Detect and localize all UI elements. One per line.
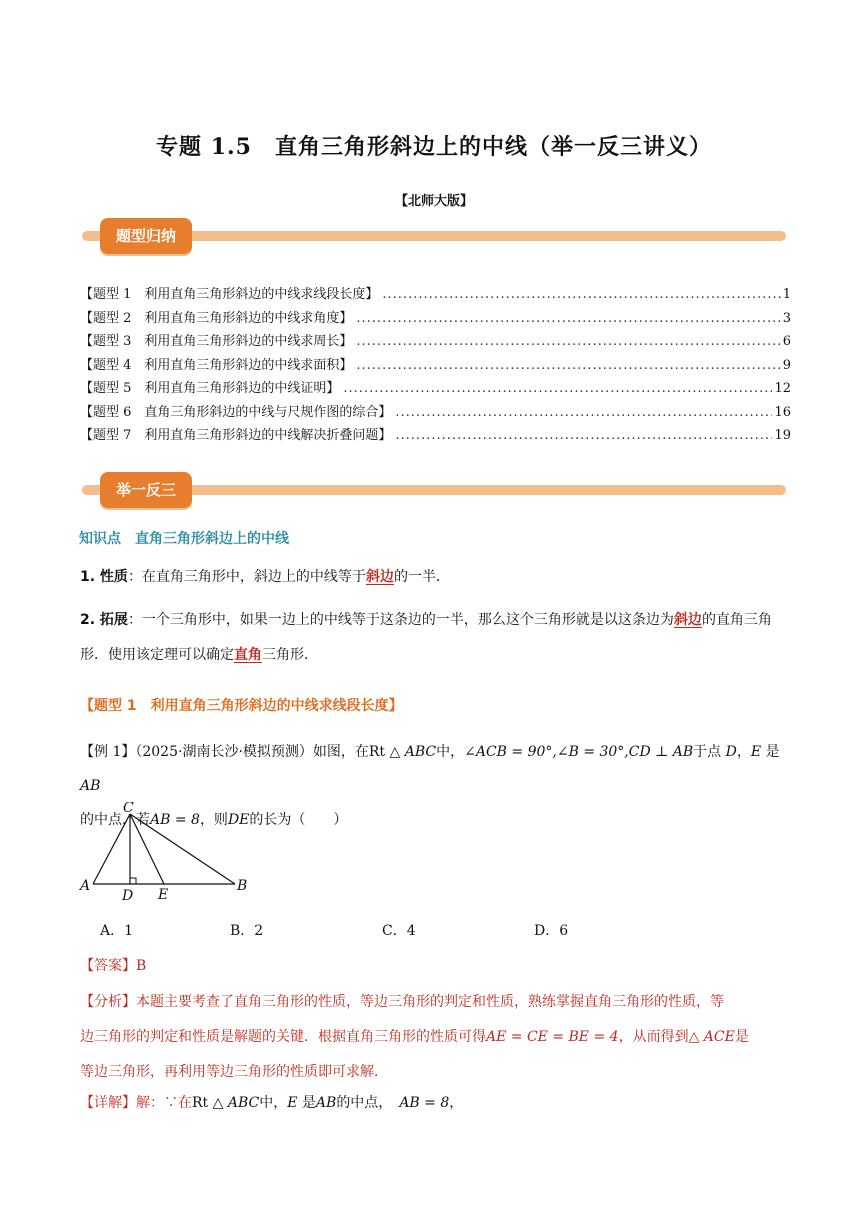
toc-page-number: 12 [774, 381, 791, 396]
document-title: 专题 1.5 直角三角形斜边上的中线（举一反三讲义） [156, 134, 712, 160]
toc-leader-dots [395, 401, 772, 425]
example-text: 的长为（ ） [249, 812, 348, 828]
fill-blank: 斜边 [673, 612, 702, 628]
math-rt: Rt △ [368, 744, 405, 760]
toc-entry[interactable] [80, 354, 791, 378]
section-banner-examples [82, 472, 786, 516]
toc-entry[interactable] [80, 307, 791, 331]
toc-leader-dots [356, 354, 780, 378]
toc-entry-label: 【题型 7 利用直角三角形斜边的中线解决折叠问题】 [80, 428, 392, 443]
math-var: AB [80, 778, 101, 794]
property-number: 2. 拓展 [80, 612, 128, 628]
edition-label: 【北师大版】 [394, 194, 473, 209]
example-tag: 【例 1】 [80, 744, 136, 760]
vertex-label-d: D [122, 888, 134, 904]
detail-text: 中， [259, 1095, 288, 1111]
analysis-text: 是 [734, 1029, 749, 1045]
toc-page-number: 3 [782, 310, 791, 326]
property-text: 的直角三角形．使用该定理可以确定 [80, 612, 772, 663]
analysis-text: 【分析】本题主要考查了直角三角形的性质，等边三角形的判定和性质，熟练掌握直角三角形的性质，等 [80, 994, 724, 1010]
math-var: E [287, 1095, 298, 1111]
table-of-contents [80, 283, 791, 448]
vertex-label-b: B [237, 878, 248, 894]
toc-entry-label: 【题型 3 利用直角三角形斜边的中线求周长】 [80, 334, 353, 349]
detail-line [80, 1092, 463, 1112]
toc-entry[interactable] [80, 283, 791, 307]
math-rt: Rt △ [192, 1095, 228, 1111]
example-text: 于点 [693, 744, 726, 760]
knowledge-point-heading [79, 528, 289, 548]
math-var: E [750, 744, 762, 760]
toc-leader-dots [395, 424, 772, 448]
property-2 [80, 603, 790, 673]
option-b[interactable]: B．2 [230, 923, 264, 939]
answer-options [100, 920, 568, 940]
toc-entry[interactable] [80, 377, 791, 401]
toc-entry-label: 【题型 4 利用直角三角形斜边的中线求面积】 [80, 357, 353, 373]
banner-label: 举一反三 [100, 472, 192, 508]
math-var: △ ACE [688, 1029, 735, 1045]
property-text: 三角形． [262, 647, 318, 663]
vertex-label-c: C [123, 802, 134, 816]
example-text: ，则 [199, 812, 228, 828]
fill-blank: 斜边 [365, 569, 394, 585]
math-var: ABC [404, 744, 437, 760]
math-var: ABC [227, 1095, 260, 1111]
option-c[interactable]: C．4 [382, 923, 416, 939]
knowledge-point-label: 知识点 [79, 531, 121, 547]
toc-leader-dots [356, 330, 780, 354]
segment-cb [130, 814, 235, 884]
toc-page-number: 9 [782, 357, 791, 373]
toc-page-number: 16 [774, 404, 791, 420]
knowledge-point-title: 直角三角形斜边上的中线 [135, 531, 289, 547]
toc-leader-dots [343, 377, 772, 401]
answer-line: 【答案】B [80, 958, 147, 974]
property-1 [80, 560, 790, 595]
math-condition: AB = 8 [399, 1095, 450, 1111]
analysis-block [80, 985, 792, 1090]
math-condition: ∠ACB = 90°,∠B = 30°,CD ⊥ AB [464, 744, 694, 760]
toc-entry[interactable] [80, 424, 791, 448]
math-condition: AB = 8 [150, 812, 200, 828]
example-text: （2025·湖南长沙·模拟预测）如图，在 [135, 744, 369, 760]
segment-ce [130, 814, 164, 884]
analysis-text: ，从而得到 [618, 1029, 689, 1045]
property-text: ：一个三角形中，如果一边上的中线等于这条边的一半，那么这个三角形就是以这条边为 [127, 612, 674, 628]
toc-entry-label: 【题型 2 利用直角三角形斜边的中线求角度】 [80, 310, 353, 326]
toc-page-number: 19 [774, 428, 791, 443]
segment-ac [93, 814, 130, 884]
banner-label: 题型归纳 [100, 218, 192, 254]
toc-entry-label: 【题型 5 利用直角三角形斜边的中线证明】 [80, 381, 340, 396]
detail-text: 【详解】解：∵在 [80, 1095, 192, 1111]
analysis-text: 等边三角形，再利用等边三角形的性质即可求解． [80, 1064, 388, 1080]
example-text: 的中点．若 [80, 812, 150, 828]
toc-entry[interactable] [80, 401, 791, 425]
vertex-label-a: A [80, 878, 91, 894]
math-var: DE [227, 812, 250, 828]
toc-leader-dots [356, 307, 780, 331]
type-1-heading: 【题型 1 利用直角三角形斜边的中线求线段长度】 [80, 698, 403, 714]
toc-page-number: 1 [782, 287, 791, 302]
toc-entry-label: 【题型 1 利用直角三角形斜边的中线求线段长度】 [80, 287, 379, 302]
detail-text: ， [449, 1095, 464, 1111]
triangle-figure [76, 802, 266, 906]
detail-text: 是 [297, 1095, 316, 1111]
toc-leader-dots [382, 283, 780, 307]
math-var: D [725, 744, 737, 760]
vertex-label-e: E [158, 887, 169, 903]
toc-page-number: 6 [782, 334, 791, 349]
example-text: 是 [761, 744, 780, 760]
toc-entry[interactable] [80, 330, 791, 354]
math-condition: AE = CE = BE = 4 [486, 1029, 619, 1045]
example-text: ， [736, 744, 751, 760]
section-banner-types [82, 218, 786, 262]
example-text: 中， [436, 744, 465, 760]
detail-text: 的中点， [336, 1095, 400, 1111]
toc-entry-label: 【题型 6 直角三角形斜边的中线与尺规作图的综合】 [80, 404, 392, 420]
fill-blank: 直角 [234, 647, 262, 663]
analysis-text: 边三角形的判定和性质是解题的关键．根据直角三角形的性质可得 [80, 1029, 486, 1045]
option-a[interactable]: A．1 [100, 923, 134, 939]
option-d[interactable]: D．6 [534, 923, 569, 939]
property-text: ：在直角三角形中，斜边上的中线等于 [127, 569, 366, 585]
right-angle-mark [130, 878, 136, 884]
property-text: 的一半． [393, 569, 450, 585]
math-var: AB [315, 1095, 337, 1111]
property-number: 1. 性质 [80, 569, 128, 585]
